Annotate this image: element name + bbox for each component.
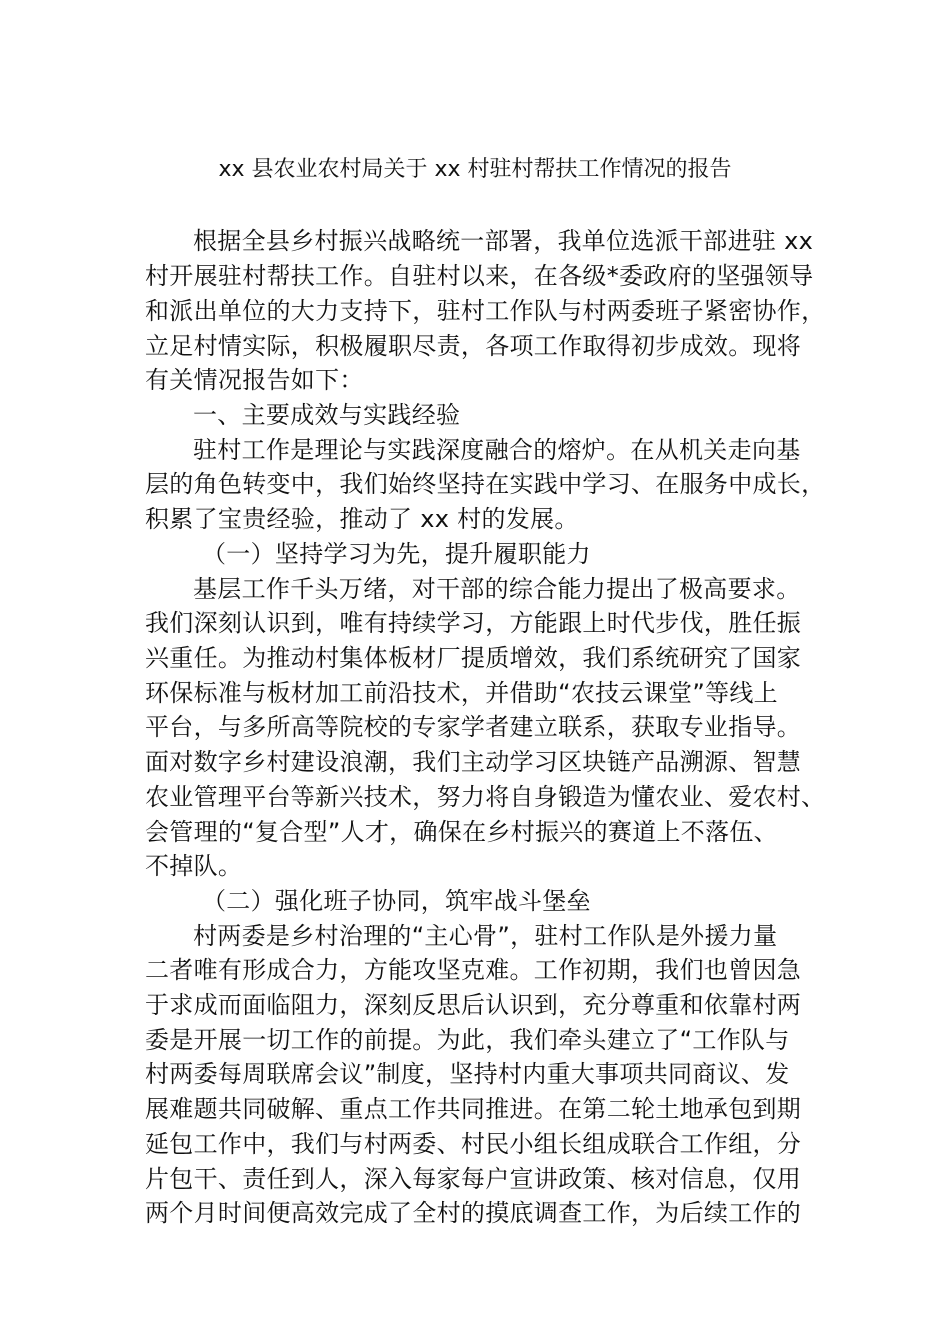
paragraph-line: 基层工作千头万绪，对干部的综合能力提出了极高要求。 bbox=[193, 575, 801, 603]
paragraph-line: 村两委每周联席会议”制度，坚持村内重大事项共同商议、发 bbox=[145, 1060, 790, 1088]
paragraph-line: 有关情况报告如下： bbox=[145, 366, 364, 394]
paragraph-line: 片包干、责任到人，深入每家每户宣讲政策、核对信息，仅用 bbox=[145, 1165, 802, 1193]
paragraph-line: 根据全县乡村振兴战略统一部署，我单位选派干部进驻 xx bbox=[193, 227, 814, 255]
paragraph-line: 农业管理平台等新兴技术，努力将自身锻造为懂农业、爱农村、 bbox=[145, 783, 826, 811]
paragraph-line: 我们深刻认识到，唯有持续学习，方能跟上时代步伐，胜任振 bbox=[145, 609, 802, 637]
paragraph-line: 延包工作中，我们与村两委、村民小组长组成联合工作组，分 bbox=[145, 1130, 802, 1158]
paragraph-line: 环保标准与板材加工前沿技术，并借助“农技云课堂”等线上 bbox=[145, 679, 778, 707]
paragraph-line: 层的角色转变中，我们始终坚持在实践中学习、在服务中成长， bbox=[145, 470, 826, 498]
paragraph-line: 委是开展一切工作的前提。为此，我们牵头建立了“工作队与 bbox=[145, 1026, 790, 1054]
paragraph-line: 村两委是乡村治理的“主心骨”，驻村工作队是外援力量 bbox=[193, 922, 778, 950]
paragraph-line: 立足村情实际，积极履职尽责，各项工作取得初步成效。现将 bbox=[145, 332, 802, 360]
paragraph-line: 于求成而面临阻力，深刻反思后认识到，充分尊重和依靠村两 bbox=[145, 991, 802, 1019]
paragraph-line: 两个月时间便高效完成了全村的摸底调查工作，为后续工作的 bbox=[145, 1199, 802, 1227]
paragraph-line: 平台，与多所高等院校的专家学者建立联系，获取专业指导。 bbox=[145, 713, 802, 741]
document-title: xx 县农业农村局关于 xx 村驻村帮扶工作情况的报告 bbox=[218, 157, 732, 182]
paragraph-line: 二者唯有形成合力，方能攻坚克难。工作初期，我们也曾因急 bbox=[145, 956, 802, 984]
subsection-heading: （一）坚持学习为先，提升履职能力 bbox=[202, 540, 591, 568]
section-heading: 一、主要成效与实践经验 bbox=[193, 401, 461, 429]
paragraph-line: 会管理的“复合型”人才，确保在乡村振兴的赛道上不落伍、 bbox=[145, 818, 778, 846]
subsection-heading: （二）强化班子协同，筑牢战斗堡垒 bbox=[202, 887, 591, 915]
paragraph-line: 村开展驻村帮扶工作。自驻村以来，在各级*委政府的坚强领导 bbox=[145, 262, 814, 290]
paragraph-line: 面对数字乡村建设浪潮，我们主动学习区块链产品溯源、智慧 bbox=[145, 748, 802, 776]
paragraph-line: 兴重任。为推动村集体板材厂提质增效，我们系统研究了国家 bbox=[145, 644, 802, 672]
paragraph-line: 和派出单位的大力支持下，驻村工作队与村两委班子紧密协作， bbox=[145, 297, 826, 325]
paragraph-line: 不掉队。 bbox=[145, 852, 243, 880]
paragraph-line: 驻村工作是理论与实践深度融合的熔炉。在从机关走向基 bbox=[193, 436, 801, 464]
paragraph-line: 展难题共同破解、重点工作共同推进。在第二轮土地承包到期 bbox=[145, 1095, 802, 1123]
paragraph-line: 积累了宝贵经验，推动了 xx 村的发展。 bbox=[145, 505, 579, 533]
